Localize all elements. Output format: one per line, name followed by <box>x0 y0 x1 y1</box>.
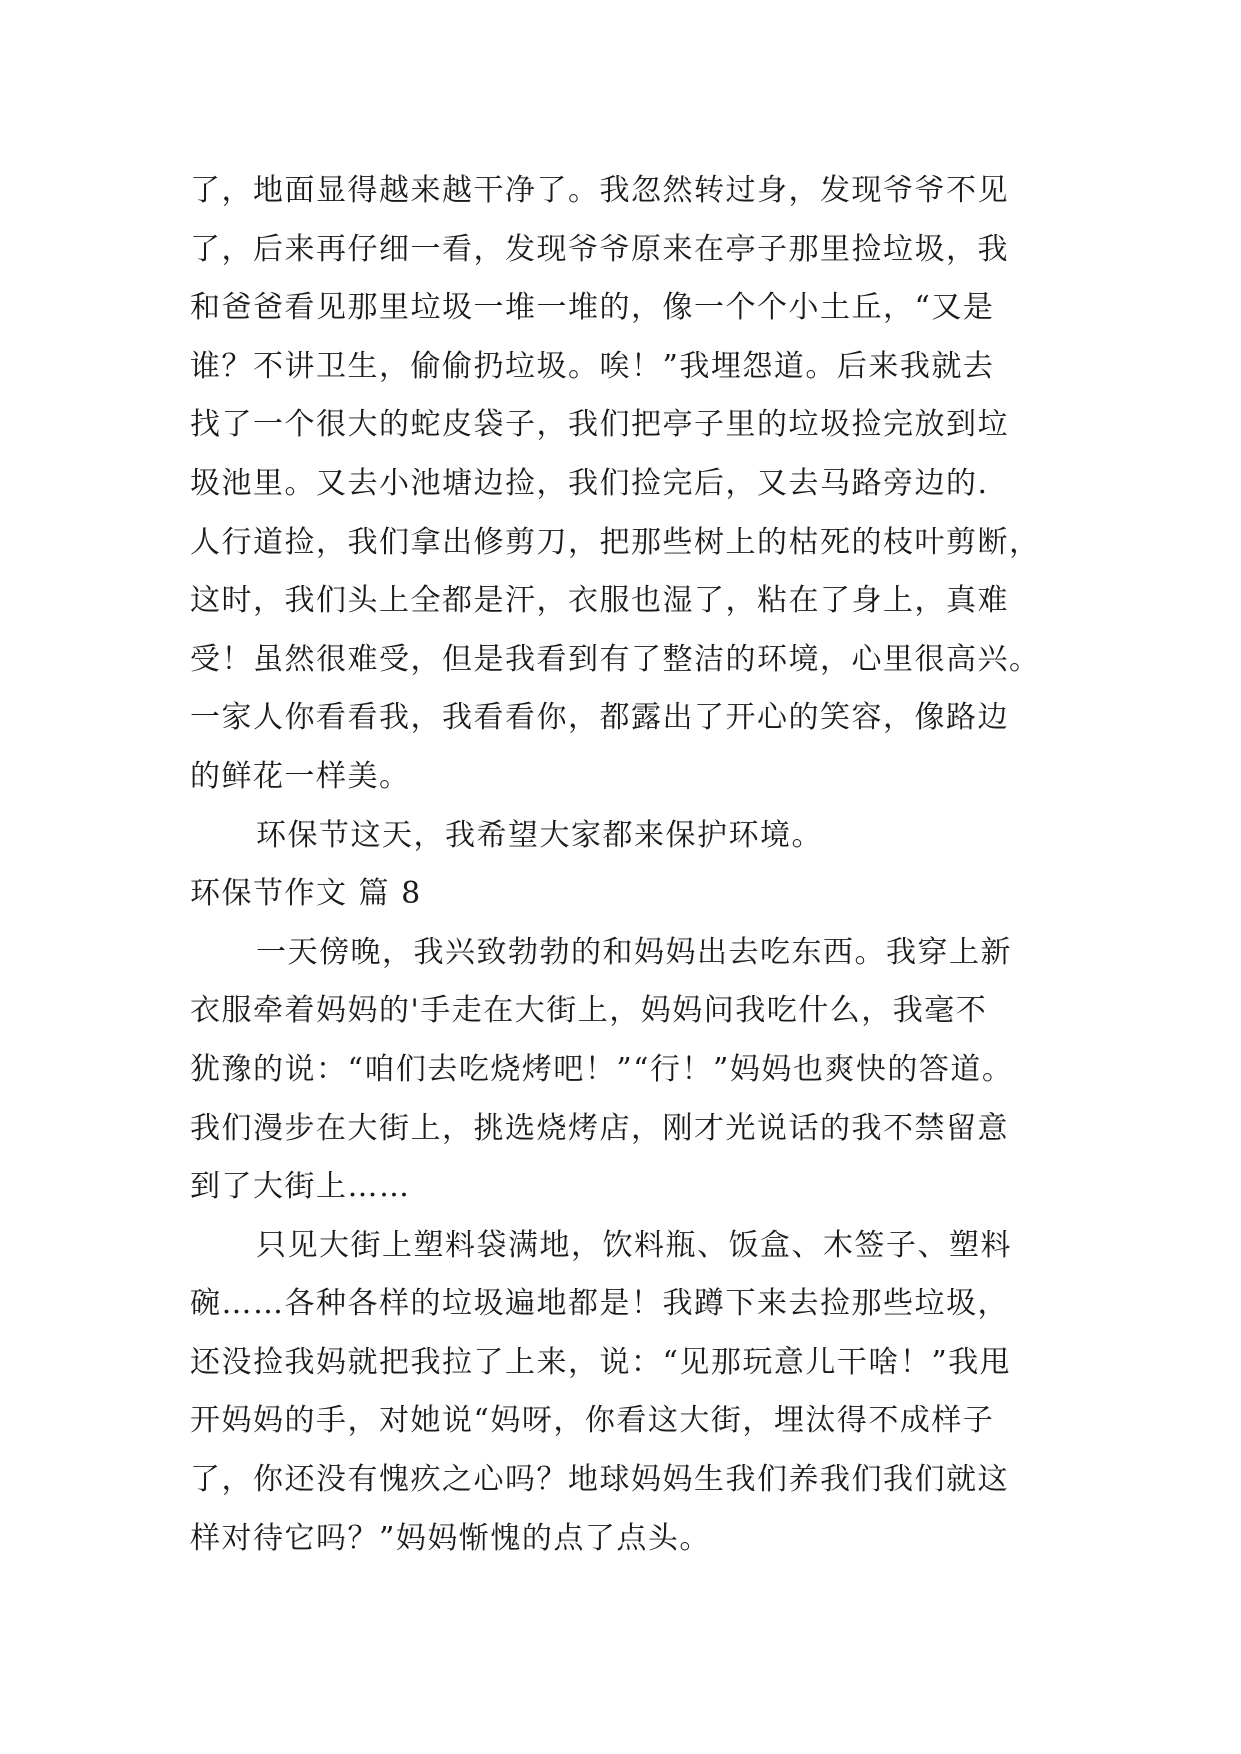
text-line: 这时，我们头上全都是汗，衣服也湿了，粘在了身上，真难 <box>190 583 1009 619</box>
text-line: 了，你还没有愧疚之心吗？地球妈妈生我们养我们我们就这 <box>190 1462 1009 1498</box>
text-line: 受！虽然很难受，但是我看到有了整洁的环境，心里很高兴。 <box>190 641 1041 677</box>
text-line: 衣服牵着妈妈的'手走在大街上，妈妈问我吃什么，我毫不 <box>190 993 988 1029</box>
closing-line: 环保节这天，我希望大家都来保护环境。 <box>256 817 823 853</box>
text-line: 了，后来再仔细一看，发现爷爷原来在亭子那里捡垃圾，我 <box>190 231 1009 267</box>
text-line: 碗……各种各样的垃圾遍地都是！我蹲下来去捡那些垃圾， <box>190 1286 1009 1322</box>
text-line: 人行道捡，我们拿出修剪刀，把那些树上的枯死的枝叶剪断， <box>190 524 1041 560</box>
text-line: 找了一个很大的蛇皮袋子，我们把亭子里的垃圾捡完放到垃 <box>190 407 1009 443</box>
text-line: 一家人你看看我，我看看你，都露出了开心的笑容，像路边 <box>190 700 1009 736</box>
text-line: 一天傍晚，我兴致勃勃的和妈妈出去吃东西。我穿上新 <box>256 934 1012 970</box>
text-line: 谁？不讲卫生，偷偷扔垃圾。唉！”我埋怨道。后来我就去 <box>190 348 995 384</box>
text-line: 我们漫步在大街上，挑选烧烤店，刚才光说话的我不禁留意 <box>190 1110 1009 1146</box>
text-line: 开妈妈的手，对她说“妈呀，你看这大街，埋汰得不成样子 <box>190 1403 995 1439</box>
text-line: 圾池里。又去小池塘边捡，我们捡完后，又去马路旁边的. <box>190 465 989 501</box>
text-line: 还没捡我妈就把我拉了上来，说：“见那玩意儿干啥！”我甩 <box>190 1344 1012 1380</box>
text-line: 的鲜花一样美。 <box>190 758 411 794</box>
text-line: 到了大街上…… <box>190 1169 411 1205</box>
document-body <box>190 162 1070 1568</box>
section-heading: 环保节作文 篇 8 <box>190 876 422 912</box>
text-line: 和爸爸看见那里垃圾一堆一堆的，像一个个小土丘，“又是 <box>190 290 995 326</box>
text-line: 只见大街上塑料袋满地，饮料瓶、饭盒、木签子、塑料 <box>256 1227 1012 1263</box>
text-line: 了，地面显得越来越干净了。我忽然转过身，发现爷爷不见 <box>190 173 1009 208</box>
text-line: 样对待它吗？”妈妈惭愧的点了点头。 <box>190 1520 711 1556</box>
text-line: 犹豫的说：“咱们去吃烧烤吧！”“行！”妈妈也爽快的答道。 <box>190 1051 1014 1087</box>
